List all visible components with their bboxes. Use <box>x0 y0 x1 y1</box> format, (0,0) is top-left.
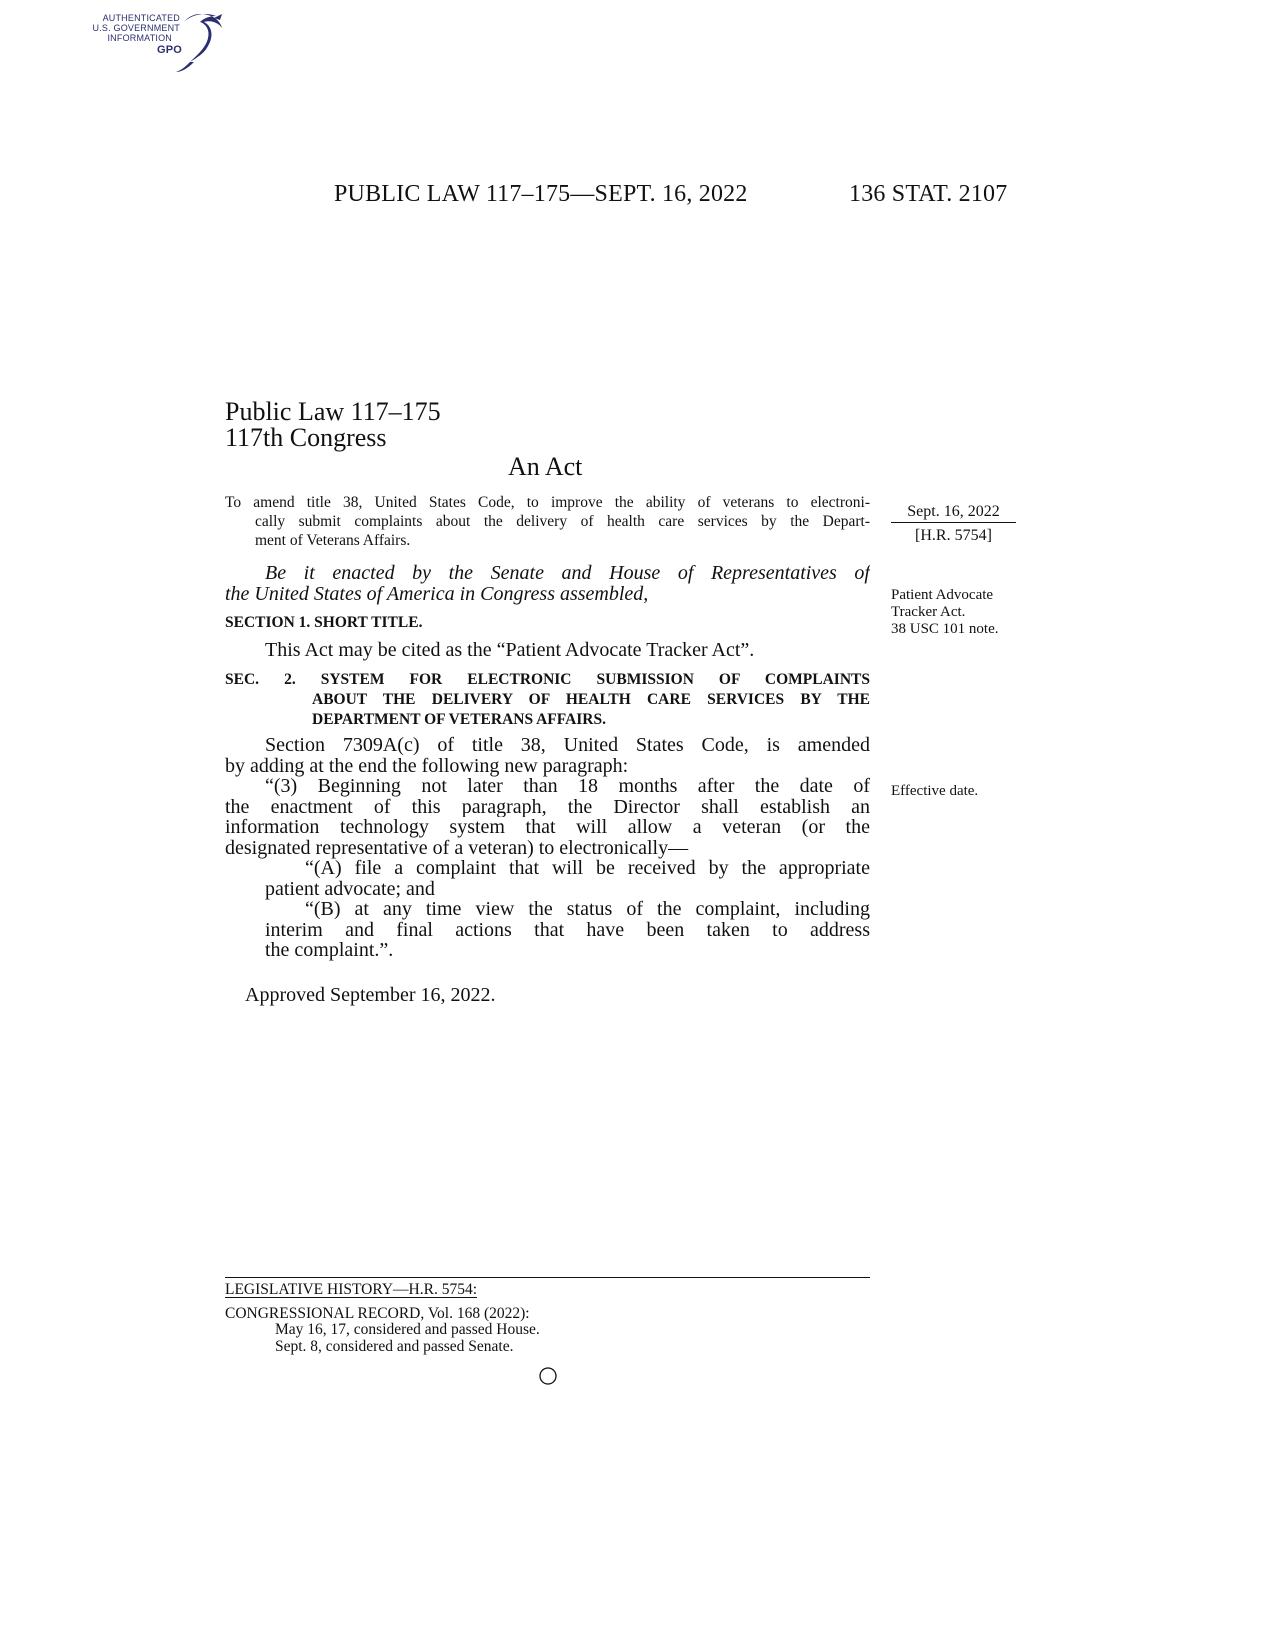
enacting-clause <box>225 563 870 605</box>
seal-line-1: AUTHENTICATED <box>102 13 180 23</box>
bill-number-note: [H.R. 5754] <box>915 527 992 544</box>
purpose-line-1: To amend title 38, United States Code, to improve the ability of veterans to electroni- <box>225 494 870 511</box>
subparagraph-a-line-1: “(A) file a complaint that will be received by the appropriate <box>305 858 870 879</box>
effective-date-note: Effective date. <box>891 783 979 799</box>
section-1-heading: SECTION 1. SHORT TITLE. <box>225 614 423 631</box>
section-2-intro-line-2: by adding at the end the following new paragraph: <box>225 754 629 777</box>
section-2-heading <box>225 670 870 730</box>
paragraph-3-line-4: designated representative of a veteran) to electronically— <box>225 836 689 859</box>
paragraph-3-line-3: information technology system that will allow a veteran (or the <box>225 817 870 838</box>
enacting-line-1: Be it enacted by the Senate and House of Representatives of <box>265 563 870 584</box>
section-1-text: This Act may be cited as the “Patient Advocate Tracker Act”. <box>265 639 755 661</box>
eagle-icon <box>170 10 230 74</box>
enacting-line-2: the United States of America in Congress assembled, <box>225 583 649 605</box>
gpo-authentication-seal <box>92 10 232 80</box>
section-2-intro-line-1: Section 7309A(c) of title 38, United States Code, is amended <box>265 735 870 756</box>
subparagraph-b-line-3: the complaint.”. <box>265 939 394 961</box>
paragraph-3-line-2: the enactment of this paragraph, the Director shall establish an <box>225 796 870 817</box>
seal-gpo-text: GPO <box>156 44 182 56</box>
history-item-senate: Sept. 8, considered and passed Senate. <box>275 1337 514 1355</box>
short-title-note <box>891 587 999 638</box>
subparagraph-b-line-2: interim and final actions that have been taken to address <box>265 919 870 940</box>
congressional-record-line: CONGRESSIONAL RECORD, Vol. 168 (2022): <box>225 1304 530 1322</box>
section-2-body <box>225 735 870 961</box>
running-head-title: PUBLIC LAW 117–175—SEPT. 16, 2022 <box>334 181 748 207</box>
short-title-note-line-2: Tracker Act. <box>891 604 966 620</box>
section-2-heading-line-2: ABOUT THE DELIVERY OF HEALTH CARE SERVICES BY THE <box>312 691 870 708</box>
footer-rule <box>225 1277 870 1278</box>
short-title-note-line-3: 38 USC 101 note. <box>891 621 999 637</box>
seal-line-3: INFORMATION <box>107 33 172 43</box>
end-circle-icon <box>538 1366 558 1386</box>
approval-date-note: Sept. 16, 2022 <box>907 503 1000 520</box>
section-2-heading-line-1: SEC. 2. SYSTEM FOR ELECTRONIC SUBMISSION OF COMPLAINTS <box>225 671 870 688</box>
public-law-number: Public Law 117–175 <box>225 397 441 426</box>
purpose-line-2: cally submit complaints about the delivery of health care services by the Depart- <box>255 513 870 530</box>
purpose-paragraph <box>225 493 870 550</box>
approval-line: Approved September 16, 2022. <box>245 984 496 1006</box>
subparagraph-b-line-1: “(B) at any time view the status of the complaint, including <box>305 899 870 920</box>
section-2-heading-line-3: DEPARTMENT OF VETERANS AFFAIRS. <box>312 711 606 728</box>
legislative-history <box>225 1282 540 1355</box>
running-head-page: 136 STAT. 2107 <box>849 181 1008 207</box>
congress-number: 117th Congress <box>225 423 387 452</box>
paragraph-3-line-1: “(3) Beginning not later than 18 months after the date of <box>265 776 870 797</box>
history-item-house: May 16, 17, considered and passed House. <box>275 1321 540 1338</box>
an-act-heading: An Act <box>508 452 583 481</box>
seal-line-2: U.S. GOVERNMENT <box>92 23 180 33</box>
purpose-line-3: ment of Veterans Affairs. <box>255 532 411 549</box>
legislative-history-heading: LEGISLATIVE HISTORY—H.R. 5754: <box>225 1281 478 1298</box>
margin-rule <box>891 522 1016 523</box>
short-title-note-line-1: Patient Advocate <box>891 587 994 603</box>
subparagraph-a-line-2: patient advocate; and <box>265 877 435 900</box>
